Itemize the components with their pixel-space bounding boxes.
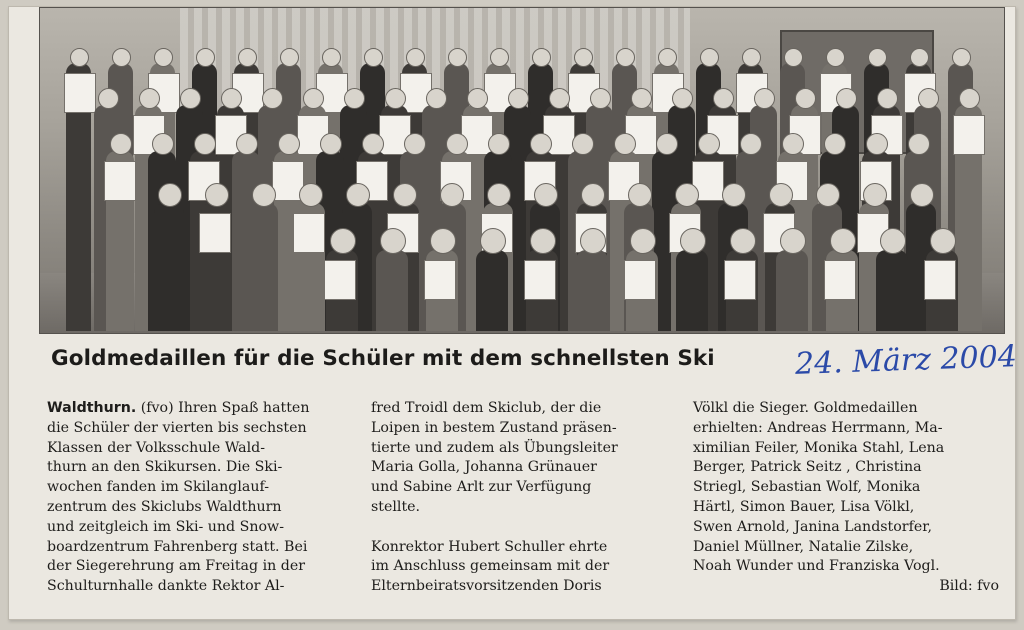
student-head (346, 183, 370, 207)
student-head (730, 228, 756, 254)
article-line: tierte und zudem als Übungsleiter (371, 439, 618, 456)
article-line: ximilian Feiler, Monika Stahl, Lena (693, 439, 945, 456)
student-head (490, 48, 509, 67)
student-head (393, 183, 417, 207)
certificate (64, 73, 96, 113)
student-head (430, 228, 456, 254)
article-line: Striegl, Sebastian Wolf, Monika (693, 479, 921, 496)
newspaper-clipping (8, 6, 1016, 620)
certificate (824, 260, 856, 300)
student-head (572, 133, 594, 155)
article-line: Konrektor Hubert Schuller ehrte (371, 538, 608, 555)
student-head (480, 228, 506, 254)
student-head (385, 88, 406, 109)
student-head (320, 133, 342, 155)
student-head (530, 133, 552, 155)
article-line: Waldthurn. (fvo) Ihren Spaß hatten (47, 400, 310, 416)
article-line: Maria Golla, Johanna Grünauer (371, 459, 597, 476)
student-head (614, 133, 636, 155)
student-head (530, 228, 556, 254)
student-head (672, 88, 693, 109)
student-head (448, 48, 467, 67)
photo-credit: Bild: fvo (939, 578, 999, 595)
student-head (824, 133, 846, 155)
student-head (782, 133, 804, 155)
article-column-2 (371, 399, 677, 597)
student-head (262, 88, 283, 109)
student-head (754, 88, 775, 109)
student-head (152, 133, 174, 155)
article-line: Klassen der Volksschule Wald- (47, 439, 266, 456)
student-head (877, 88, 898, 109)
article-line: Schulturnhalle dankte Rektor Al- (47, 578, 285, 595)
certificate (104, 161, 136, 201)
certificate (324, 260, 356, 300)
student-head (722, 183, 746, 207)
student-head (628, 183, 652, 207)
article-line: stellte. (371, 498, 421, 515)
student-body (476, 250, 508, 331)
student-head (549, 88, 570, 109)
certificate (524, 260, 556, 300)
student-head (154, 48, 173, 67)
student-head (180, 88, 201, 109)
student-head (795, 88, 816, 109)
student-body (576, 250, 608, 331)
article-line: im Anschluss gemeinsam mit der (371, 558, 610, 575)
student-head (675, 183, 699, 207)
student-head (487, 183, 511, 207)
article-line: zentrum des Skiclubs Waldthurn (47, 498, 282, 515)
student-head (205, 183, 229, 207)
student-head (532, 48, 551, 67)
student-head (630, 228, 656, 254)
student-head (830, 228, 856, 254)
student-head (918, 88, 939, 109)
student-head (344, 88, 365, 109)
student-head (508, 88, 529, 109)
student-head (364, 48, 383, 67)
student-head (70, 48, 89, 67)
student-head (769, 183, 793, 207)
student-head (836, 88, 857, 109)
student-head (742, 48, 761, 67)
article-line: der Siegerehrung am Freitag in der (47, 558, 306, 575)
student-head (110, 133, 132, 155)
article-line: wochen fanden im Skilanglauf- (47, 479, 270, 496)
student-head (713, 88, 734, 109)
student-head (656, 133, 678, 155)
student-head (863, 183, 887, 207)
student-head (930, 228, 956, 254)
student-head (910, 183, 934, 207)
student-body (154, 203, 184, 331)
article-column-1 (47, 399, 353, 597)
student-head (959, 88, 980, 109)
certificate (924, 260, 956, 300)
article-line: fred Troidl dem Skiclub, der die (371, 400, 602, 416)
student-head (221, 88, 242, 109)
student-head (616, 48, 635, 67)
certificate (424, 260, 456, 300)
student-head (574, 48, 593, 67)
article-line: Härtl, Simon Bauer, Lisa Völkl, (693, 498, 915, 515)
article-line: und zeitgleich im Ski- und Snow- (47, 518, 284, 535)
student-head (330, 228, 356, 254)
certificate (724, 260, 756, 300)
article-line: Elternbeiratsvorsitzenden Doris (371, 578, 602, 595)
student-head (780, 228, 806, 254)
certificate (293, 213, 325, 253)
student-body (376, 250, 408, 331)
handwritten-date: 24. März 2004 (794, 339, 1018, 382)
article-column-3 (693, 399, 999, 597)
student-head (908, 133, 930, 155)
student-head (278, 133, 300, 155)
student-head (112, 48, 131, 67)
student-head (488, 133, 510, 155)
student-head (404, 133, 426, 155)
student-head (816, 183, 840, 207)
article-line: Daniel Müllner, Natalie Zilske, (693, 538, 914, 555)
student-body (676, 250, 708, 331)
student-head (280, 48, 299, 67)
certificate (953, 115, 985, 155)
student-head (440, 183, 464, 207)
student-head (139, 88, 160, 109)
certificate (199, 213, 231, 253)
student-head (580, 228, 606, 254)
student-head (362, 133, 384, 155)
headline: Goldmedaillen für die Schüler mit dem schnellsten Ski (51, 346, 715, 371)
student-head (590, 88, 611, 109)
student-head (303, 88, 324, 109)
student-head (406, 48, 425, 67)
student-head (158, 183, 182, 207)
article-line: boardzentrum Fahrenberg statt. Bei (47, 538, 308, 555)
students-group (40, 8, 1004, 333)
dateline: Waldthurn. (47, 400, 137, 416)
student-head (194, 133, 216, 155)
student-head (866, 133, 888, 155)
article-line: Swen Arnold, Janina Landstorfer, (693, 518, 932, 535)
student-head (680, 228, 706, 254)
article-line: Völkl die Sieger. Goldmedaillen (693, 400, 918, 416)
article-line: Noah Wunder und Franziska Vogl. (693, 558, 940, 575)
student-head (826, 48, 845, 67)
article-line: Berger, Patrick Seitz , Christina (693, 459, 922, 476)
student-head (252, 183, 276, 207)
student-head (658, 48, 677, 67)
article-line: thurn an den Skikursen. Die Ski- (47, 459, 283, 476)
group-photo (39, 7, 1005, 334)
student-head (322, 48, 341, 67)
certificate (624, 260, 656, 300)
student-head (299, 183, 323, 207)
student-head (196, 48, 215, 67)
article-line: Loipen in bestem Zustand präsen- (371, 419, 617, 436)
student-head (426, 88, 447, 109)
student-head (534, 183, 558, 207)
student-head (581, 183, 605, 207)
student-head (446, 133, 468, 155)
student-head (740, 133, 762, 155)
student-body (248, 203, 278, 331)
student-head (784, 48, 803, 67)
article-line: die Schüler der vierten bis sechsten (47, 419, 307, 436)
student-head (868, 48, 887, 67)
student-head (236, 133, 258, 155)
student-head (952, 48, 971, 67)
student-body (876, 250, 908, 331)
student-head (698, 133, 720, 155)
student-head (98, 88, 119, 109)
article-line: erhielten: Andreas Herrmann, Ma- (693, 419, 943, 436)
student-head (467, 88, 488, 109)
student-head (238, 48, 257, 67)
student-body (776, 250, 808, 331)
student-head (880, 228, 906, 254)
student-head (380, 228, 406, 254)
student-head (631, 88, 652, 109)
paragraph-gap (371, 518, 677, 538)
student-head (910, 48, 929, 67)
student-head (700, 48, 719, 67)
article-line: und Sabine Arlt zur Verfügung (371, 479, 592, 496)
